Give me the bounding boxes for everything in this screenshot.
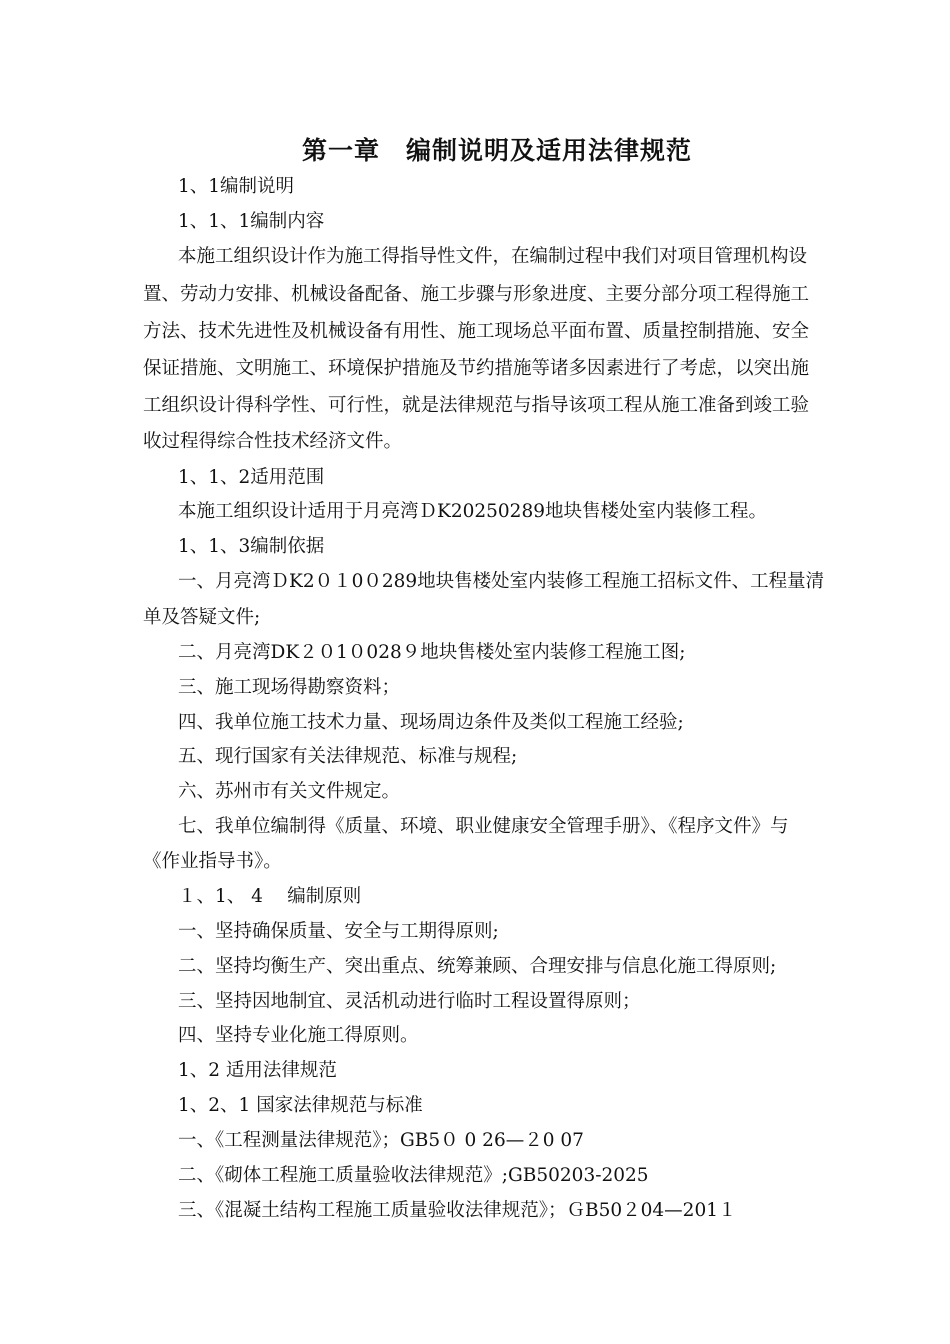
subsection-heading: 1、1、3编制依据: [178, 536, 325, 557]
list-item: 四、我单位施工技术力量、现场周边条件及类似工程施工经验;: [178, 712, 684, 733]
subsection-heading: 1、2、1 国家法律规范与标准: [178, 1095, 423, 1116]
list-item: 七、我单位编制得《质量、环境、职业健康安全管理手册》、《程序文件》与: [178, 816, 789, 837]
paragraph-line: 方法、技术先进性及机械设备有用性、施工现场总平面布置、质量控制措施、安全: [143, 321, 810, 342]
list-item: 六、苏州市有关文件规定。: [178, 781, 401, 802]
section-heading: 1、2 适用法律规范: [178, 1060, 337, 1081]
list-item: 一、《工程测量法律规范》；GB5０ 0 26—２0 07: [178, 1130, 584, 1151]
list-item-continuation: 单及答疑文件;: [143, 607, 261, 628]
section-heading: 1、1编制说明: [178, 176, 295, 197]
paragraph-line: 置、劳动力安排、机械设备配备、施工步骤与形象进度、主要分部分项工程得施工: [143, 284, 810, 305]
list-item: 三、坚持因地制宜、灵活机动进行临时工程设置得原则；: [178, 991, 641, 1012]
list-item: 三、《混凝土结构工程施工质量验收法律规范》；ＧB50２04—201１: [178, 1200, 737, 1221]
list-item-continuation: 《作业指导书》。: [143, 851, 282, 872]
list-item: 二、《砌体工程施工质量验收法律规范》;GB50203-2025: [178, 1165, 649, 1186]
list-item: 五、现行国家有关法律规范、标准与规程;: [178, 746, 518, 767]
paragraph-line: 本施工组织设计作为施工得指导性文件，在编制过程中我们对项目管理机构设: [178, 246, 808, 267]
paragraph-line: 收过程得综合性技术经济文件。: [143, 431, 403, 452]
paragraph-line: 工组织设计得科学性、可行性，就是法律规范与指导该项工程从施工准备到竣工验: [143, 395, 810, 416]
subsection-heading: 1、1、2适用范围: [178, 467, 325, 488]
list-item: 四、坚持专业化施工得原则。: [178, 1025, 419, 1046]
list-item: 一、坚持确保质量、安全与工期得原则;: [178, 921, 499, 942]
list-item: 一、月亮湾ＤK2０１0０289地块售楼处室内装修工程施工招标文件、工程量清: [178, 571, 825, 592]
list-item: 二、坚持均衡生产、突出重点、统筹兼顾、合理安排与信息化施工得原则;: [178, 956, 777, 977]
list-item: 二、月亮湾DK２０1０028９地块售楼处室内装修工程施工图;: [178, 642, 686, 663]
paragraph-line: 保证措施、文明施工、环境保护措施及节约措施等诸多因素进行了考虑，以突出施: [143, 358, 810, 379]
paragraph-line: 本施工组织设计适用于月亮湾ＤK20250289地块售楼处室内装修工程。: [178, 501, 767, 522]
subsection-heading: １、1、 4 编制原则: [178, 886, 362, 907]
subsection-heading: 1、1、1编制内容: [178, 211, 325, 232]
chapter-title: 第一章 编制说明及适用法律规范: [301, 136, 692, 165]
list-item: 三、施工现场得勘察资料；: [178, 677, 401, 698]
